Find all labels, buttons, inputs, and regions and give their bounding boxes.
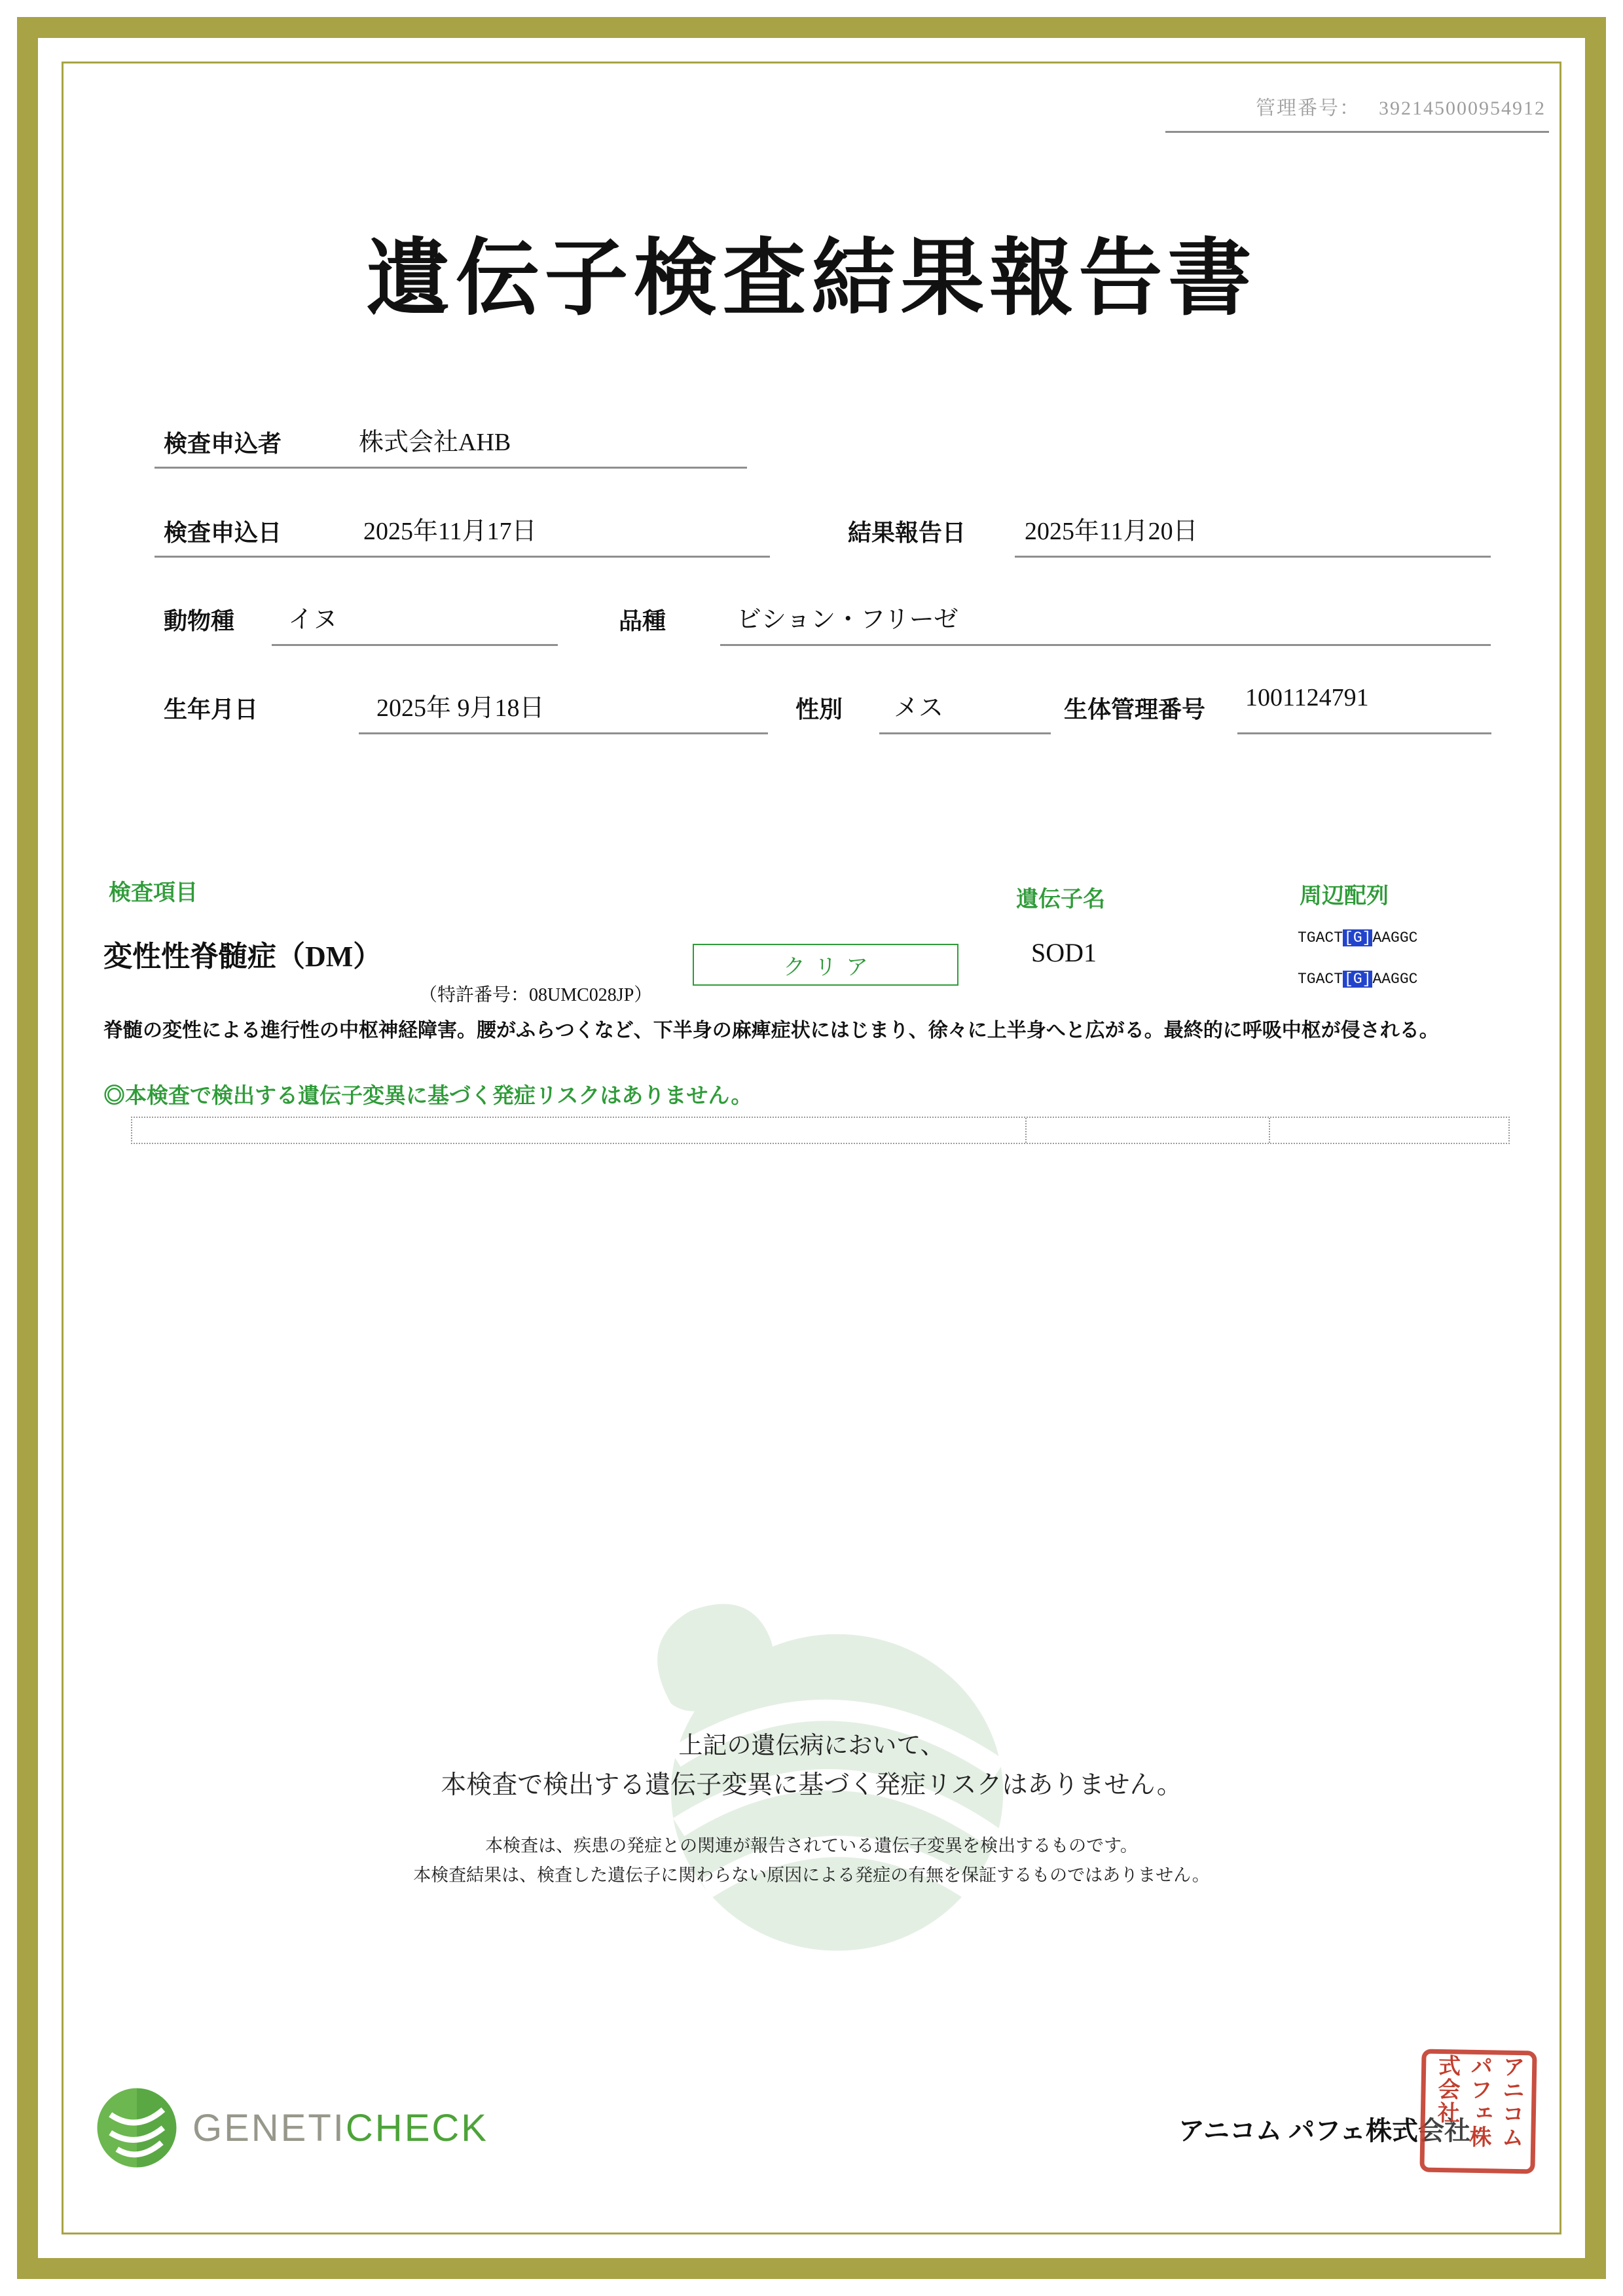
breed-underline [720,644,1491,646]
apply-date-underline [155,556,770,558]
page-title: 遺伝子検査結果報告書 [366,232,1257,325]
report-date-value: 2025年11月20日 [1025,518,1198,545]
seal-line-3: 株式会社 [1433,2053,1491,2149]
applicant-label: 検査申込者 [164,431,282,457]
dotted-column-divider [1269,1118,1270,1143]
dotted-column-divider [1025,1118,1027,1143]
sequence-prefix: TGACT [1298,971,1343,988]
sequence-allele-highlight: [G] [1344,929,1372,946]
summary-note-1: 本検査は、疾患の発症との関連が報告されている遺伝子変異を検出するものです。 [485,1836,1138,1856]
animal-id-label: 生体管理番号 [1064,696,1206,723]
test-item-header: 検査項目 [109,881,198,905]
company-seal-stamp [1419,2049,1537,2174]
sex-value: メス [894,694,944,722]
applicant-underline [155,467,747,469]
sex-label: 性別 [795,696,843,723]
gene-name: SOD1 [1031,938,1097,967]
seal-line-1: アニコム [1497,2054,1524,2150]
sequence-header: 周辺配列 [1300,884,1389,908]
sex-underline [879,732,1051,734]
seal-text [1429,2054,1528,2170]
apply-date-value: 2025年11月17日 [363,518,537,545]
report-date-label: 結果報告日 [848,520,966,546]
breed-label: 品種 [619,608,666,634]
apply-date-label: 検査申込日 [164,520,282,546]
summary-note-2: 本検査結果は、検査した遺伝子に関わらない原因による発症の有無を保証するものではありません。 [413,1865,1210,1885]
dotted-separator-row [131,1117,1510,1144]
birthdate-label: 生年月日 [164,696,259,723]
risk-note: ◎本検査で検出する遺伝子変異に基づく発症リスクはありません。 [103,1085,753,1108]
species-label: 動物種 [164,608,235,634]
result-value: クリア [783,955,877,980]
species-value: イヌ [288,606,338,634]
sequence-suffix: AAGGC [1372,929,1418,946]
birthdate-underline [359,732,768,734]
summary-line-1: 上記の遺伝病において、 [678,1732,945,1759]
logo-text-check: CHECK [345,2107,488,2149]
control-number-underline [1165,131,1549,133]
sequence-allele-2 [1298,971,1417,988]
disease-description: 脊髄の変性による進行性の中枢神経障害。腰がふらつくなど、下半身の麻痺症状にはじまり、徐々に上半身へと広がる。最終的に呼吸中枢が侵される。 [103,1020,1439,1041]
sequence-allele-1 [1298,929,1417,946]
patent-number: （特許番号：08UMC028JP） [419,985,653,1005]
birthdate-value: 2025年 9月18日 [376,694,545,722]
breed-value: ビション・フリーゼ [737,606,958,634]
geneticheck-logo-text [192,2106,488,2150]
disease-name: 変性性脊髄症（DM） [103,941,382,973]
result-box [693,944,958,986]
geneticheck-logo-icon [96,2087,178,2169]
species-underline [272,644,558,646]
control-number [1256,92,1546,120]
seal-line-2: パフェ [1466,2054,1492,2126]
control-number-value: 392145000954912 [1379,98,1546,119]
sequence-allele-highlight: [G] [1344,971,1372,988]
company-name: アニコム パフェ株式会社 [1178,2116,1470,2145]
applicant-value: 株式会社AHB [359,429,511,456]
summary-line-2: 本検査で検出する遺伝子変異に基づく発症リスクはありません。 [441,1771,1182,1799]
animal-id-underline [1237,732,1491,734]
animal-id-value: 1001124791 [1245,684,1369,711]
control-number-label: 管理番号： [1256,98,1360,119]
report-date-underline [1015,556,1491,558]
sequence-suffix: AAGGC [1372,971,1418,988]
gene-name-header: 遺伝子名 [1016,888,1105,912]
sequence-prefix: TGACT [1298,929,1343,946]
logo-text-geneti: GENETI [192,2107,346,2149]
